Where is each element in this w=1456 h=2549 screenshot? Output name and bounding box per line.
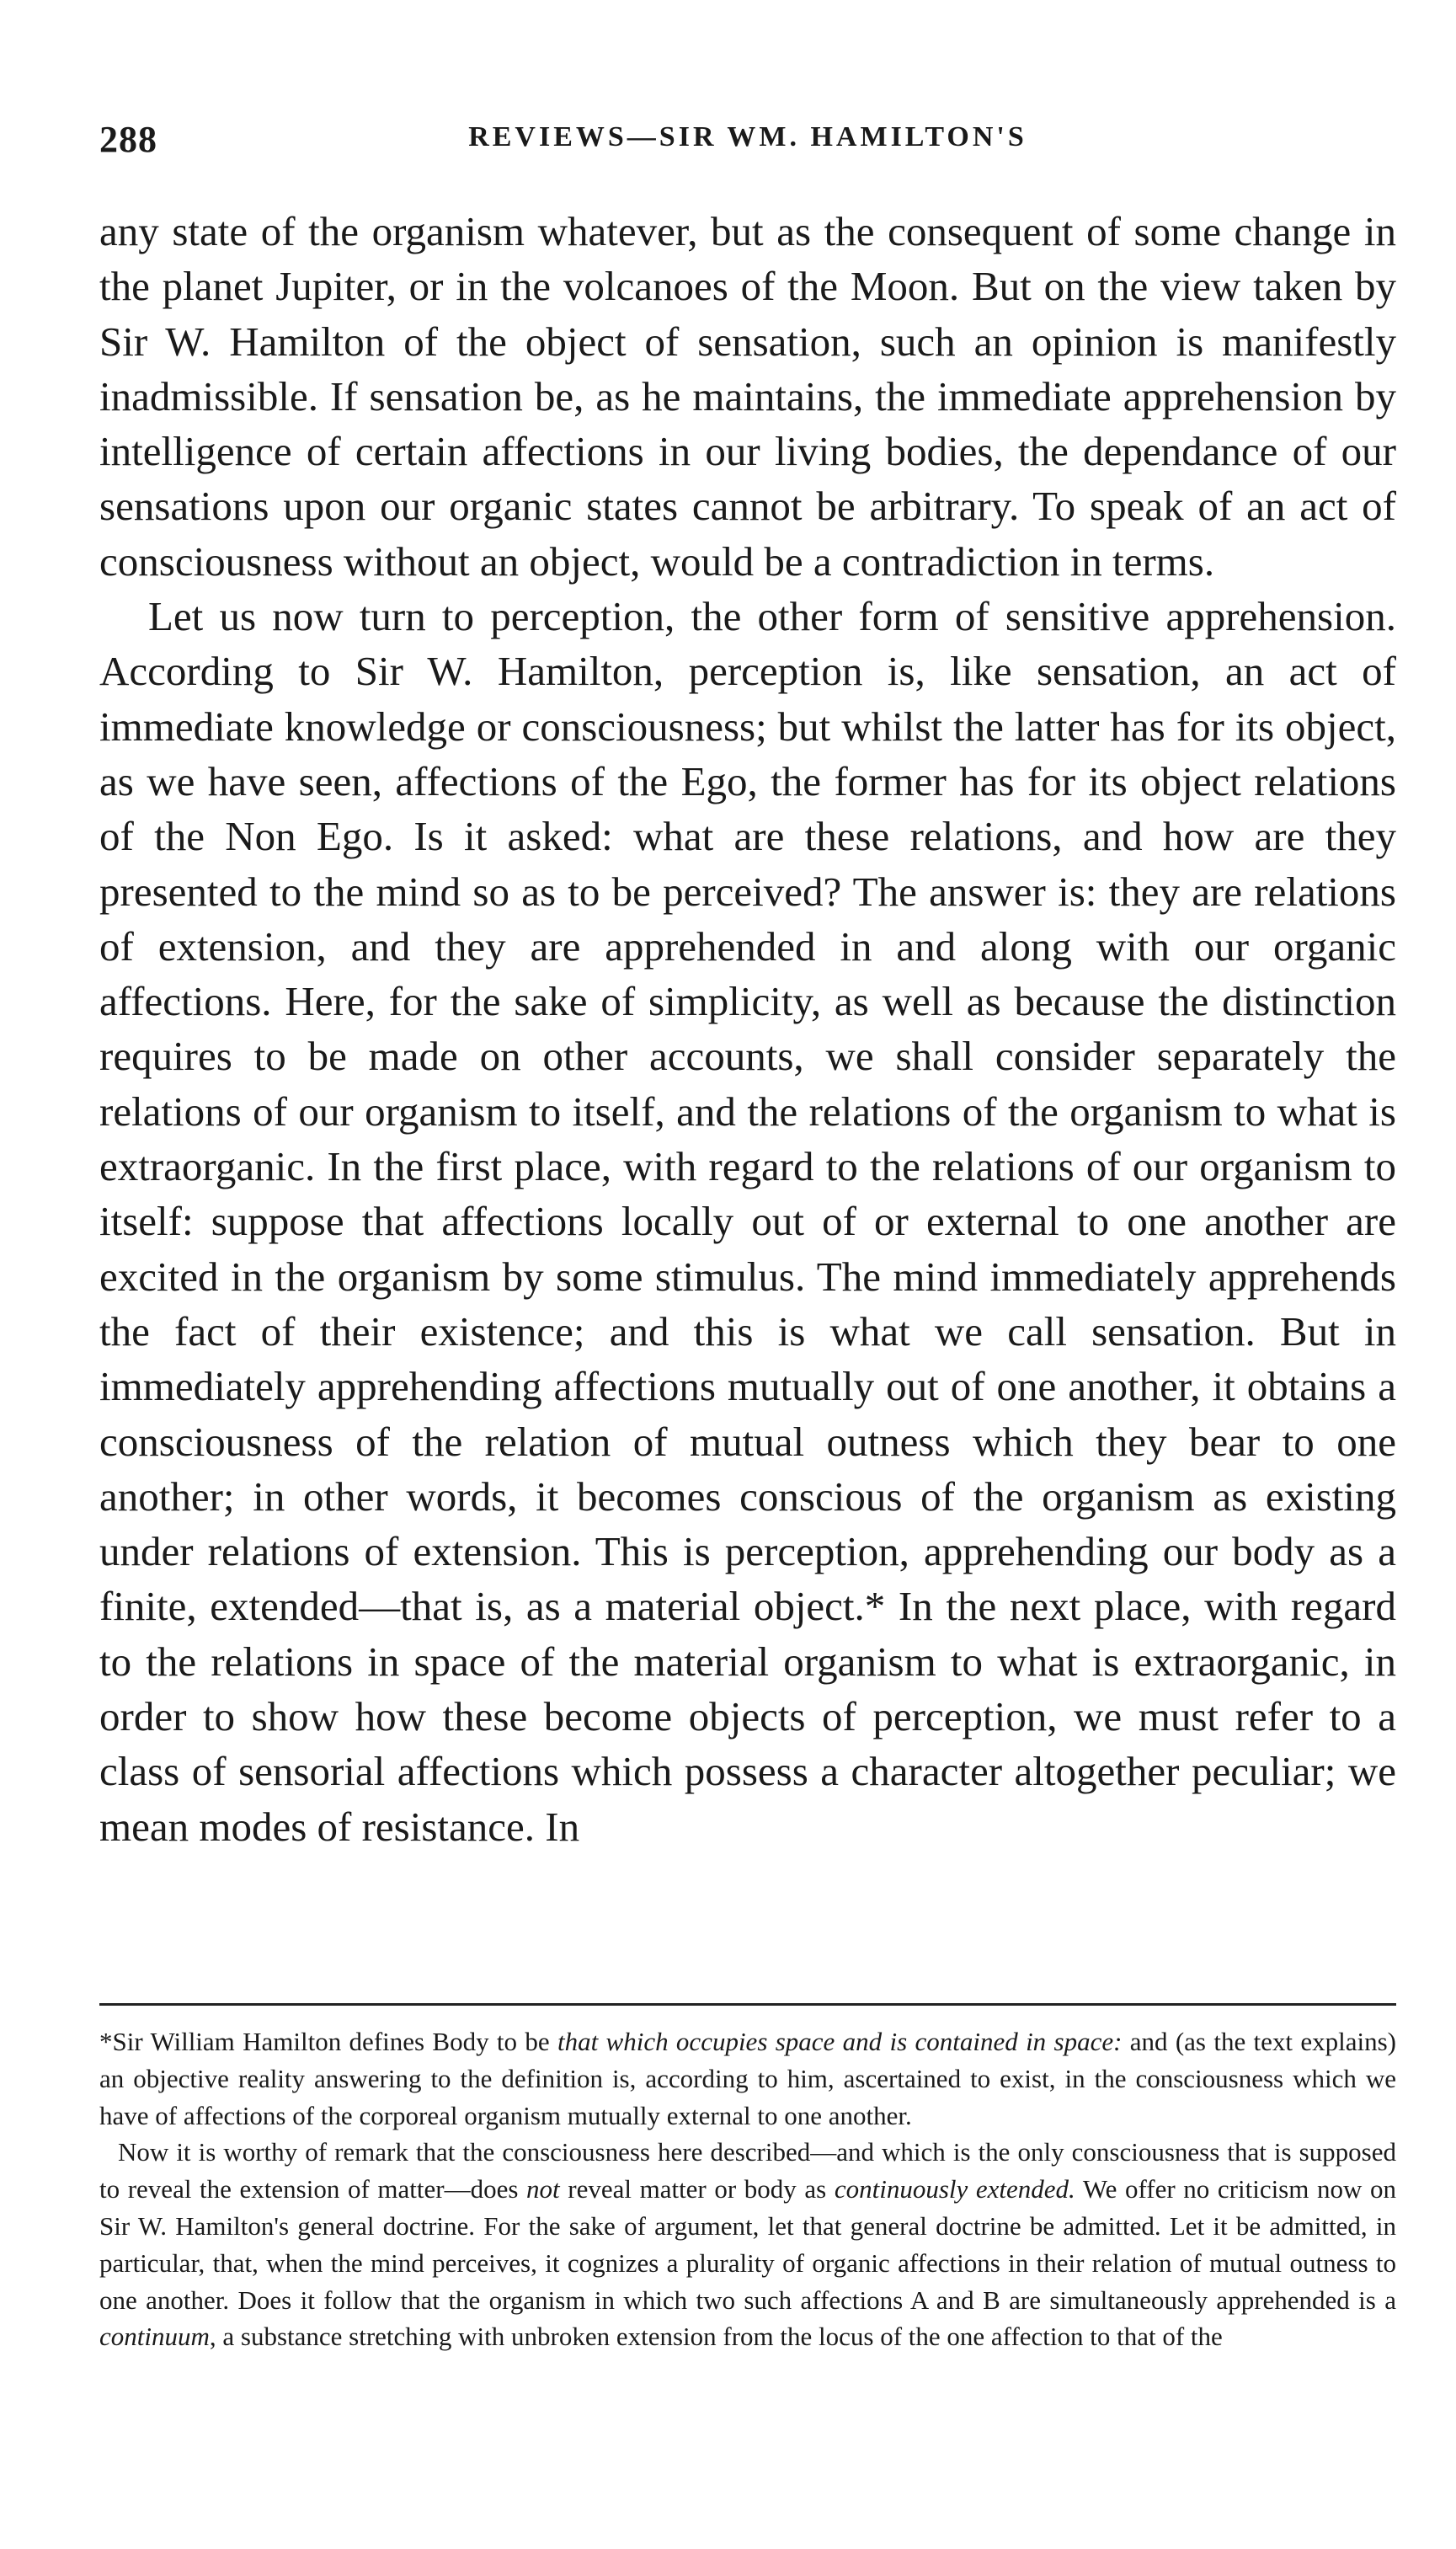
footnote-2 [99, 2134, 1396, 2355]
footnote-1-text-end: and (as the text explains) an objective reality answering to the definition is, according to him, ascertained to exist, in the consciousness which we have of affections of the corporeal organism mutually external to one another. [99, 2027, 1396, 2130]
footnote-2-italic: continuously extended. [834, 2174, 1075, 2204]
footnote-2-text-a: Now it is worthy of remark that the consciousness here described—and which is the only consciousness that is supposed to reveal the extension of matter—does [99, 2137, 1396, 2204]
footnote-1-text-start: *Sir William Hamilton defines Body to be [99, 2027, 557, 2056]
footnote-divider [99, 2003, 1396, 2006]
footnote-2-text-c: We offer no criticism now on Sir W. Hamilton's general doctrine. For the sake of argument, let that general doctrine be admitted. Let it be admitted, in particular, that, when the mind perceives, it cognizes a plurality of organic affections in their relation of mutual outness to one another. Does it follow that the organism in which two such affections A and B are simultaneously apprehended is a [99, 2174, 1396, 2315]
page-header [99, 118, 1396, 168]
footnote-1 [99, 2023, 1396, 2134]
footnote-1-italic: that which occupies space and is contained in space: [557, 2027, 1123, 2056]
footnote-2-text-d: , a substance stretching with unbroken extension from the locus of the one affection to that of the [209, 2322, 1223, 2352]
body-paragraph-2: Let us now turn to perception, the other form of sensitive apprehension. According to Sir W. Hamilton, perception is, like sensation, an act of immediate knowledge or consciousness; but whilst the latter has for its object, as we have seen, affections of the Ego, the former has for its object relations of the Non Ego. Is it asked: what are these relations, and how are they presented to the mind so as to be perceived? The answer is: they are relations of extension, and they are apprehended in and along with our organic affections. Here, for the sake of simplicity, as well as because the distinction requires to be made on other accounts, we shall consider separately the relations of our organism to itself, and the relations of the organism to what is extraorganic. In the first place, with regard to the relations of our organism to itself: suppose that affections locally out of or external to one another are excited in the organism by some stimulus. The mind immediately apprehends the fact of their existence; and this is what we call sensation. But in immediately apprehending affections mutually out of one another, it obtains a consciousness of the relation of mutual outness which they bear to one another; in other words, it becomes conscious of the organism as existing under relations of extension. This is perception, apprehending our body as a finite, extended—that is, as a material object.* In the next place, with regard to the relations in space of the material organism to what is extraorganic, in order to show how these become objects of perception, we must refer to a class of sensorial affections which possess a character altogether peculiar; we mean modes of resistance. In [99, 593, 1396, 1850]
page-number: 288 [99, 119, 157, 160]
footnotes [99, 2023, 1396, 2355]
body-paragraph-1: any state of the organism whatever, but as the consequent of some change in the planet Jupiter, or in the volcanoes of the Moon. But on the view taken by Sir W. Hamilton of the object of sensation, such an opinion is manifestly inadmissible. If sensation be, as he maintains, the immediate apprehension by intelligence of certain affections in our living bodies, the dependance of our sensations upon our organic states cannot be arbitrary. To speak of an act of consciousness without an object, would be a contradiction in terms. [99, 208, 1396, 585]
footnote-2-text-b: reveal matter or body as [559, 2174, 835, 2204]
footnote-2-not: not [526, 2174, 560, 2204]
body-text [99, 204, 1396, 1854]
running-head: REVIEWS—SIR WM. HAMILTON'S [468, 121, 1027, 152]
footnote-2-continuum: continuum [99, 2322, 210, 2352]
